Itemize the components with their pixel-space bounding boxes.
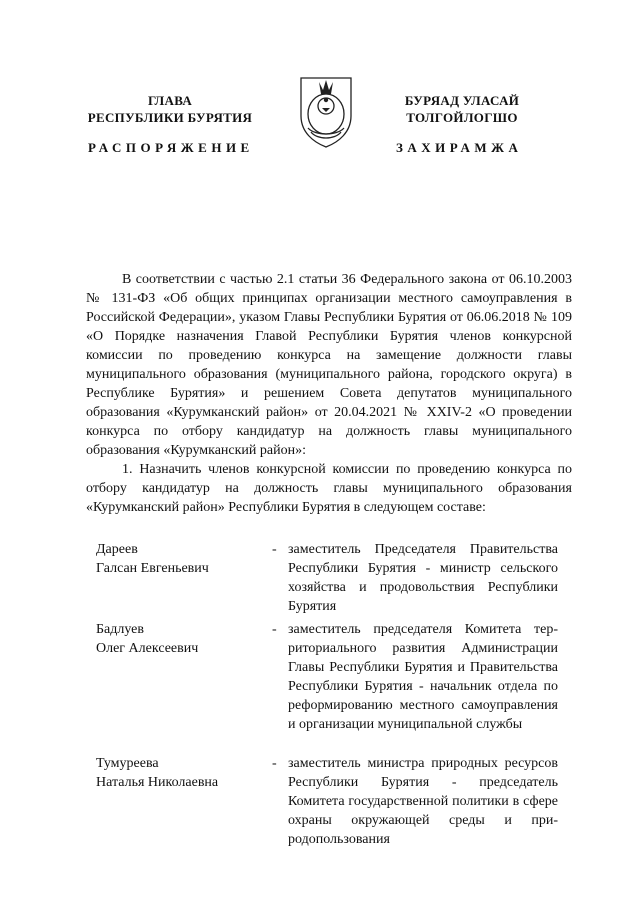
member-given-name: Наталья Николаевна — [96, 775, 219, 790]
member-given-name: Олег Алексеевич — [96, 641, 199, 656]
preamble-paragraph: В соответствии с частью 2.1 статьи 36 Федерального закона от 06.10.2003 № 131-ФЗ «Об общих принципах организации местного самоуправления в Российской Федерации», указом Главы Республики Бурятия от 06.06.2018 № 109 «О Порядке назначения Главой Республики Бурятия членов конкурсной комиссии по проведению конкурса на замещение должности главы муниципального образования (муниципального района, городского округа) в Республике Бурятия» и решением Совета депутатов муниципального образования «Курумканский район» от 20.04.2021 № XXIV-2 «О проведении конкурса по отбору кандидатур на должность главы муниципального образования «Курумканский район»: — [86, 272, 572, 458]
member-surname: Бадлуев — [96, 622, 145, 637]
member-dash: - — [272, 756, 277, 771]
member-name — [96, 754, 266, 792]
member-role: заместитель Председателя Правительства Республики Бурятия - министр сельского хозяйства и продовольствия Республики Бурятия — [288, 542, 558, 614]
doc-type-russian: РАСПОРЯЖЕНИЕ — [88, 140, 254, 155]
header-right — [372, 92, 552, 126]
member-name — [96, 620, 266, 658]
member-name — [96, 540, 266, 578]
header-right-line1: БУРЯАД УЛАСАЙ — [404, 93, 520, 108]
member-role: заместитель министра природных ресурсов Республики Бурятия - председатель Комитета государственной политики в сфере охраны окружающей среды и природопользования — [288, 756, 558, 847]
coat-of-arms-icon — [295, 70, 357, 150]
member-surname: Тумуреева — [96, 756, 159, 771]
member-dash: - — [272, 542, 277, 557]
member-role: заместитель председателя Комитета территориального развития Администрации Главы Республики Бурятия и Правительства Республики Бурятия - начальник отдела по реформированию местного самоуправления и организации муниципальной службы — [288, 622, 558, 732]
header-right-line2: ТОЛГОЙЛОГШО — [406, 110, 518, 125]
clause-1-paragraph: 1. Назначить членов конкурсной комиссии по проведению конкурса по отбору кандидатур на должность главы муниципального образования «Курумканский район» Республики Бурятия в следующем составе: — [86, 462, 572, 515]
member-dash: - — [272, 622, 277, 637]
member-surname: Дареев — [96, 542, 138, 557]
header-left — [70, 92, 270, 126]
header-left-line2: РЕСПУБЛИКИ БУРЯТИЯ — [87, 110, 253, 125]
header-left-line1: ГЛАВА — [147, 93, 193, 108]
doc-type-buryat: ЗАХИРАМЖА — [396, 140, 523, 155]
member-given-name: Галсан Евгеньевич — [96, 561, 209, 576]
